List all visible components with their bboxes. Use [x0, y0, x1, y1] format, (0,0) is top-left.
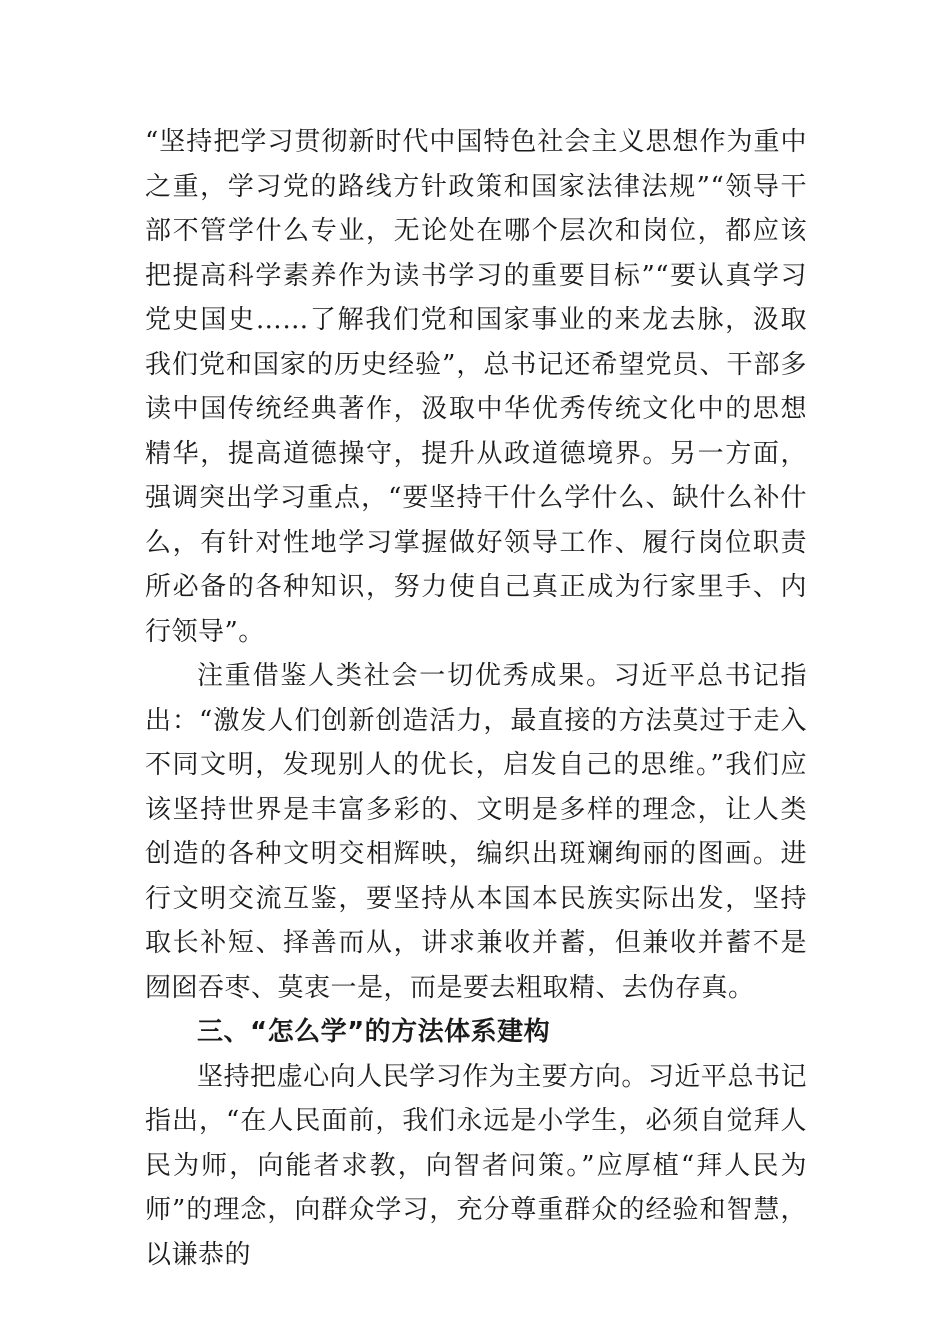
paragraph-continuation: “坚持把学习贯彻新时代中国特色社会主义思想作为重中之重，学习党的路线方针政策和国家法律法规”“领导干部不管学什么专业，无论处在哪个层次和岗位，都应该把提高科学素养作为读书学习的重要目标”“要认真学习党史国史……了解我们党和国家事业的来龙去脉，汲取我们党和国家的历史经验”，总书记还希望党员、干部多读中国传统经典著作，汲取中华优秀传统文化中的思想精华，提高道德操守，提升从政道德境界。另一方面，强调突出学习重点，“要坚持干什么学什么、缺什么补什么，有针对性地学习掌握做好领导工作、履行岗位职责所必备的各种知识，努力使自己真正成为行家里手、内行领导”。 — [145, 127, 807, 647]
paragraph-learn-from-civilizations: 注重借鉴人类社会一切优秀成果。习近平总书记指出：“激发人们创新创造活力，最直接的方法莫过于走入不同文明，发现别人的优长，启发自己的思维。”我们应该坚持世界是丰富多彩的、文明是多样的理念，让人类创造的各种文明交相辉映，编织出斑斓绚丽的图画。进行文明交流互鉴，要坚持从本国本民族实际出发，坚持取长补短、择善而从，讲求兼收并蓄，但兼收并蓄不是囫囵吞枣、莫衷一是，而是要去粗取精、去伪存真。 — [145, 661, 807, 1003]
paragraph-learn-from-people: 坚持把虚心向人民学习作为主要方向。习近平总书记指出，“在人民面前，我们永远是小学生，必须自觉拜人民为师，向能者求教，向智者问策。”应厚植“拜人民为师”的理念，向群众学习，充分尊重群众的经验和智慧，以谦恭的 — [145, 1061, 807, 1270]
section-heading-how-to-learn: 三、“怎么学”的方法体系建构 — [197, 1017, 551, 1047]
document-body — [145, 120, 807, 1277]
